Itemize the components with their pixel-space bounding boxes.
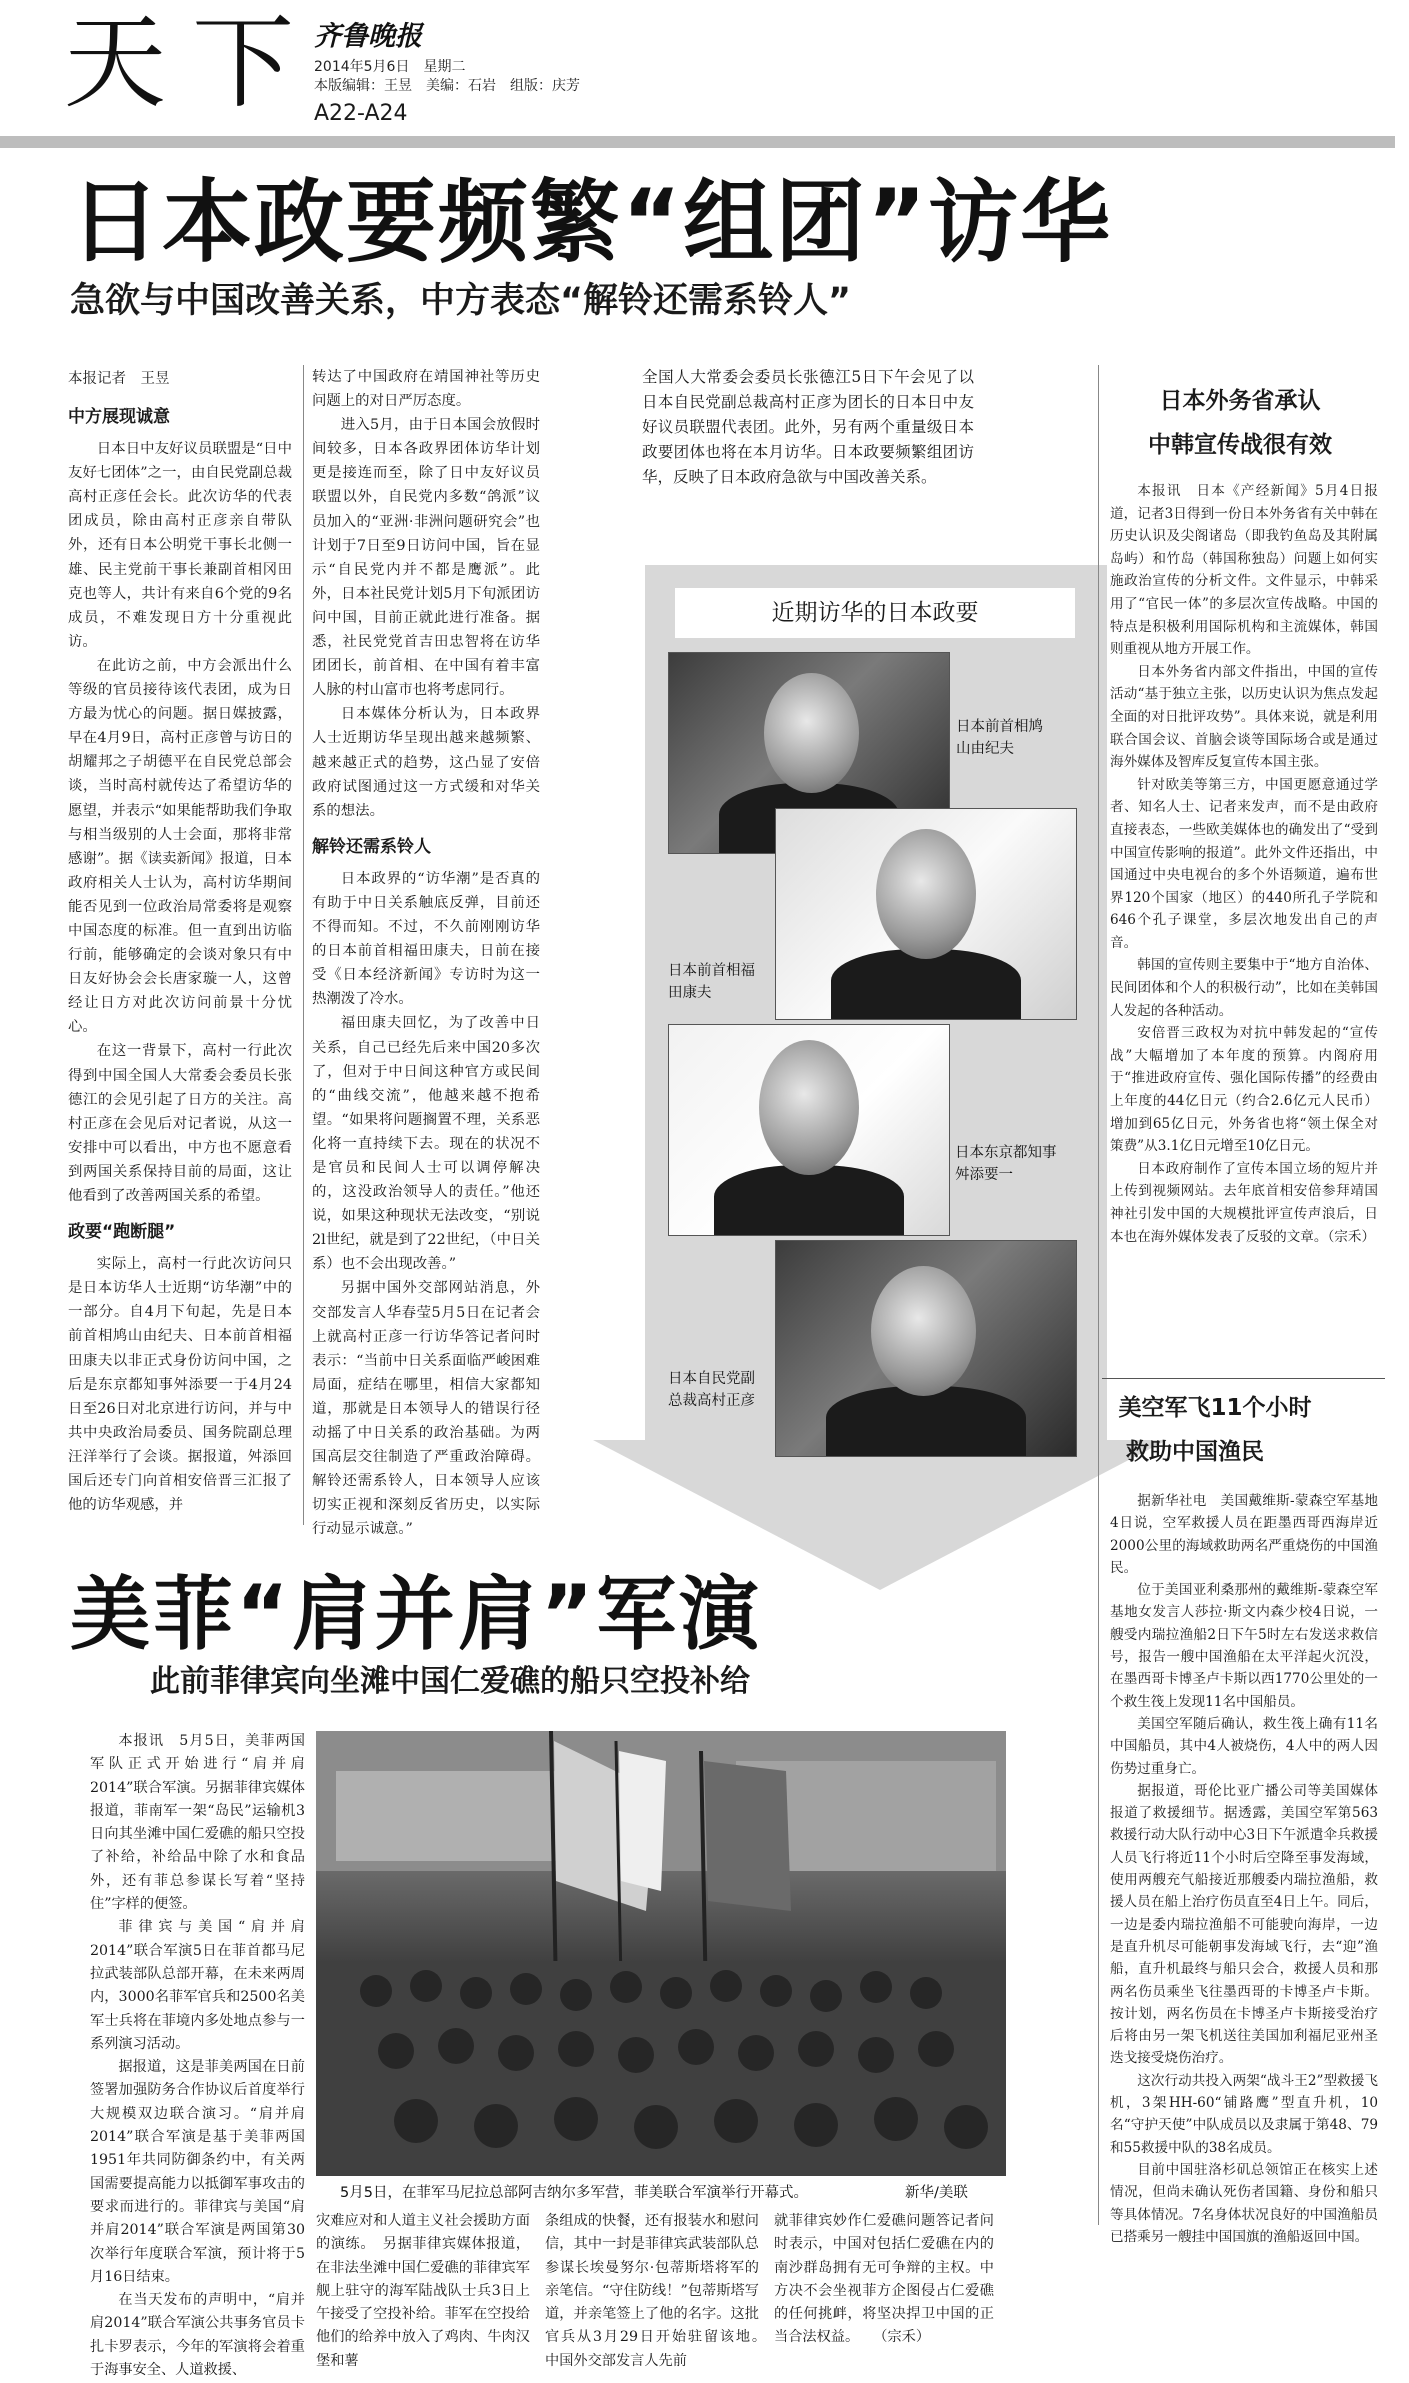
paragraph: 日本日中友好议员联盟是“日中友好七团体”之一，由自民党副总裁高村正彦任会长。此次访华的代表团成员，除由高村正彦亲自带队外，还有日本公明党干事长北侧一雄、民主党前干事长兼副首相冈田克也等人，共计有来自6个党的9名成员，不难发现日方十分重视此访。	[68, 441, 292, 650]
section-subhead: 解铃还需系铃人	[312, 836, 431, 857]
second-headline: 美菲“肩并肩”军演	[70, 1568, 763, 1661]
sidebar2-headline-line2: 救助中国渔民	[1126, 1439, 1264, 1465]
paragraph: 进入5月，由于日本国会放假时间较多，日本各政界团体访华计划更是接连而至，除了日中友好议员联盟以外，自民党内多数“鸽派”议员加入的“亚洲·非洲问题研究会”也计划于7日至9日访问中国，旨在显示“自民党内并不都是鹰派”。此外，日本社民党计划5月下旬派团访问中国，目前正就此进行准备。据悉，社民党党首吉田忠智将在访华团团长，前首相、在中国有着丰富人脉的村山富市也将考虑同行。	[312, 417, 540, 699]
paragraph: 安倍晋三政权为对抗中韩发起的“宣传战”大幅增加了本年度的预算。内阁府用于“推进政府宣传、强化国际传播”的经费由上年度的44亿日元（约合2.6亿元人民币）增加到65亿日元，外务省也将“领土保全对策费”从3.1亿日元增至10亿日元。	[1110, 1025, 1378, 1155]
photo-caption: 5月5日，在菲军马尼拉总部阿吉纳尔多军营，菲美联合军演举行开幕式。	[340, 2185, 808, 2201]
sidebar1-body	[1110, 480, 1378, 1375]
portrait-photo	[775, 808, 1077, 1020]
sidebar1-headline-line1: 日本外务省承认	[1159, 388, 1321, 414]
story1-column-1	[68, 393, 292, 1523]
second-subheadline: 此前菲律宾向坐滩中国仁爱礁的船只空投补给	[150, 1664, 750, 1699]
photo-caption: 日本东京都知事舛添要一	[955, 1145, 1057, 1183]
paragraph: 韩国的宣传则主要集中于“地方自治体、民间团体和个人的积极行动”，比如在美韩国人发起的各种活动。	[1110, 957, 1378, 1019]
paragraph: 另据中国外交部网站消息，外交部发言人华春莹5月5日在记者会上就高村正彦一行访华答记者问时表示：“当前中日关系面临严峻困难局面，症结在哪里，相信大家都知道，那就是日本领导人的错误行径动摇了中日关系的政治基础。为两国高层交往制造了严重政治障碍。解铃还需系铃人，日本领导人应该切实正视和深刻反省历史，以实际行动显示诚意。”	[312, 1280, 540, 1538]
main-subheadline: 急欲与中国改善关系，中方表态“解铃还需系铃人”	[70, 281, 852, 321]
paragraph: 在当天发布的声明中，“肩并肩2014”联合军演公共事务官员卡扎卡罗表示，今年的军演将会着重于海事安全、人道救援、	[90, 2292, 305, 2379]
story2-column-1	[90, 1730, 305, 2379]
section-title: 天下	[64, 4, 320, 123]
paragraph: 这次行动共投入两架“战斗王2”型救援飞机，3架HH-60“铺路鹰”型直升机，10名“守护天使”中队成员以及隶属于第48、79和55救援中队的38名成员。	[1110, 2072, 1378, 2156]
column-divider	[1098, 365, 1099, 2225]
sidebar-divider	[1102, 1378, 1385, 1379]
photo-caption: 日本自民党副总裁高村正彦	[668, 1371, 755, 1409]
issue-date: 2014年5月6日 星期二	[314, 59, 466, 75]
paragraph: 日本媒体分析认为，日本政界人士近期访华呈现出越来越频繁、越来越正式的趋势，这凸显了安倍政府试图通过这一方式缓和对华关系的想法。	[312, 706, 540, 819]
paragraph: 在这一背景下，高村一行此次得到中国全国人大常委会委员长张德江的会见引起了日方的关注。高村正彦在会见后对记者说，从这一安排中可以看出，中方也不愿意看到两国关系保持目前的局面，这让他看到了改善两国关系的希望。	[68, 1043, 292, 1204]
paragraph: 菲律宾与美国“肩并肩2014”联合军演5日在菲首都马尼拉武装部队总部开幕，在未来两周内，3000名菲军官兵和2500名美军士兵将在菲境内多处地点参与一系列演习活动。	[90, 1919, 305, 2052]
portrait-photo	[668, 1024, 950, 1236]
paragraph: 日本政府制作了宣传本国立场的短片并上传到视频网站。去年底首相安倍参拜靖国神社引发中国的大规模批评宣传声浪后，日本也在海外媒体发表了反驳的文章。（宗禾）	[1110, 1160, 1378, 1245]
paragraph: 针对欧美等第三方，中国更愿意通过学者、知名人士、记者来发声，而不是由政府直接表态，一些欧美媒体也的确发出了“受到中国宣传影响的报道”。此外文件还指出，中国通过中央电视台的多个外语频道，遍布世界120个国家（地区）的440所孔子学院和646个孔子课堂，多层次地发出自己的声音。	[1110, 776, 1378, 951]
ceremony-scene	[316, 1731, 1006, 2176]
story1-column-2	[312, 365, 540, 1538]
photo-caption: 日本前首相鸠山由纪夫	[956, 719, 1043, 757]
paragraph: 据新华社电 美国戴维斯-蒙森空军基地4日说，空军救援人员在距墨西哥西海岸近2000公里的海域救助两名严重烧伤的中国渔民。	[1110, 1493, 1378, 1576]
panel-title: 近期访华的日本政要	[675, 588, 1075, 638]
header-rule	[0, 136, 1395, 148]
paragraph: 在此访之前，中方会派出什么等级的官员接待该代表团，成为日方最为忧心的问题。据日媒披露，早在4月9日，高村正彦曾与访日的胡耀邦之子胡德平在自民党总部会谈，当时高村就传达了希望访华的愿望，并表示“如果能帮助我们争取与相当级别的人士会面，那将非常感谢”。据《读卖新闻》报道，日本政府相关人士认为，高村访华期间能否见到一位政治局常委将是观察中国态度的标准。但一直到出访临行前，能够确定的会谈对象只有中日友好协会会长唐家璇一人，这曾经让日方对此次访问前景十分忧心。	[68, 657, 292, 1036]
story2-column-3: 条组成的快餐，还有报装水和慰问信，其中一封是菲律宾武装部队总参谋长埃曼努尔·包蒂斯塔将军的亲笔信。“守住防线！”包蒂斯塔写道，并亲笔签上了他的名字。这批官兵从3月29日开始驻留该地。 中国外交部发言人先前	[545, 2213, 774, 2369]
story2-column-2: 灾难应对和人道主义社会援助方面的演练。 另据菲律宾媒体报道，在非法坐滩中国仁爱礁的菲律宾军舰上驻守的海军陆战队士兵3日上午接受了空投补给。菲军在空投给他们的给养中放入了鸡肉、牛肉汉堡和薯	[316, 2213, 530, 2369]
photo-credit: 新华/美联	[905, 2185, 968, 2201]
paragraph: 转达了中国政府在靖国神社等历史问题上的对日严厉态度。	[312, 369, 540, 410]
sidebar1-headline-line2: 中韩宣传战很有效	[1148, 432, 1332, 458]
photo-caption: 日本前首相福田康夫	[668, 963, 755, 1001]
page-range: A22-A24	[314, 101, 408, 126]
newspaper-masthead: 齐鲁晚报	[314, 21, 422, 52]
story2-column-4: 就菲律宾妙作仁爱礁问题答记者问时表示，中国对包括仁爱礁在内的南沙群岛拥有无可争辩的主权。中方决不会坐视菲方企图侵占仁爱礁的任何挑衅，将坚决捍卫中国的正当合法权益。 （宗禾）	[774, 2213, 994, 2346]
paragraph: 实际上，高村一行此次访问只是日本访华人士近期“访华潮”中的一部分。自4月下旬起，先是日本前首相鸠山由纪夫、日本前首相福田康夫以非正式身份访问中国，之后是东京都知事舛添要一于4月24日至26日对北京进行访问，并与中共中央政治局委员、国务院副总理汪洋举行了会谈。据报道，舛添回国后还专门向首相安倍晋三汇报了他的访华观感，并	[68, 1256, 292, 1514]
main-headline: 日本政要频繁“组团”访华	[70, 170, 1113, 275]
military-ceremony-photo	[316, 1731, 1006, 2176]
section-subhead: 政要“跑断腿”	[68, 1222, 176, 1243]
paragraph: 福田康夫回忆，为了改善中日关系，自己已经先后来中国20多次了，但对于中日间这种官方或民间的“曲线交流”，他越来越不抱希望。“如果将问题搁置不理，关系恶化将一直持续下去。现在的状况不是官员和民间人士可以调停解决的，这没政治领导人的责任。”他还说，如果这种现状无法改变，“别说2l世纪，就是到了22世纪，（中日关系）也不会出现改善。”	[312, 1015, 540, 1273]
column-divider	[303, 365, 304, 1525]
paragraph: 本报讯 5月5日，美菲两国军队正式开始进行“肩并肩2014”联合军演。另据菲律宾媒体报道，菲南军一架“岛民”运输机3日向其坐滩中国仁爱礁的船只空投了补给，补给品中除了水和食品外，还有菲总参谋长写着“坚持住”字样的便签。	[90, 1733, 305, 1913]
paragraph: 目前中国驻洛杉矶总领馆正在核实上述情况，但尚未确认死伤者国籍、身份和船只等具体情况。7名身体状况良好的中国渔船员已搭乘另一艘挂中国国旗的渔船返回中国。	[1110, 2161, 1378, 2245]
paragraph: 日本政界的“访华潮”是否真的有助于中日关系触底反弹，目前还不得而知。不过，不久前刚刚访华的日本前首相福田康夫，日前在接受《日本经济新闻》专访时为这一热潮泼了冷水。	[312, 870, 540, 1008]
editor-credits: 本版编辑：王昱 美编：石岩 组版：庆芳	[314, 78, 580, 94]
section-subhead: 中方展现诚意	[68, 407, 170, 427]
paragraph: 日本外务省内部文件指出，中国的宣传活动“基于独立主张，以历史认识为焦点发起全面的对日批评攻势”。具体来说，就是利用联合国会议、首脑会谈等国际场合或是通过海外媒体及智库反复宣传本国主张。	[1110, 663, 1378, 771]
paragraph: 位于美国亚利桑那州的戴维斯-蒙森空军基地女发言人莎拉·斯文内森少校4日说，一艘受内瑞拉渔船2日下午5时左右发送求救信号，报告一艘中国渔船在太平洋起火沉没，在墨西哥卡博圣卢卡斯以西1770公里处的一个救生筏上发现11名中国船员。	[1110, 1582, 1378, 1710]
paragraph: 美国空军随后确认，救生筏上确有11名中国船员，其中4人被烧伤，4人中的两人因伤势过重身亡。	[1110, 1715, 1378, 1777]
paragraph: 据报道，这是菲美两国在日前签署加强防务合作协议后首度举行大规模双边联合演习。“肩并肩2014”联合军演是基于美菲两国1951年共同防御条约中，有关两国需要提高能力以抵御军事攻击的要求而进行的。菲律宾与美国“肩并肩2014”联合军演是两国第30次举行年度联合军演，预计将于5月16日结束。	[90, 2059, 305, 2285]
story1-lead: 全国人大常委会委员长张德江5日下午会见了以日本自民党副总裁高村正彦为团长的日本日中友好议员联盟代表团。此外，另有两个重量级日本政要团体也将在本月访华。日本政要频繁组团访华，反映了日本政府急欲与中国改善关系。	[642, 368, 974, 486]
sidebar2-headline-line1: 美空军飞11个小时	[1118, 1395, 1312, 1421]
byline: 本报记者 王昱	[68, 371, 170, 387]
portrait-photo	[775, 1240, 1077, 1457]
sidebar2-body	[1110, 1490, 1378, 2370]
paragraph: 本报讯 日本《产经新闻》5月4日报道，记者3日得到一份日本外务省有关中韩在历史认识及尖阁诸岛（即我钓鱼岛及其附属岛屿）和竹岛（韩国称独岛）问题上如何实施政治宣传的分析文件。文件显示，中韩采用了“官民一体”的多层次宣传战略。中国的特点是积极利用国际机构和主流媒体，韩国则重视从地方开展工作。	[1110, 483, 1378, 658]
paragraph: 据报道，哥伦比亚广播公司等美国媒体报道了救援细节。据透露，美国空军第563救援行动大队行动中心3日下午派遣伞兵救援人员飞行将近11个小时后空降至事发海域，使用两艘充气船接近那艘委内瑞拉渔船，救援人员在船上治疗伤员直至4日上午。同后，一边是委内瑞拉渔船不可能驶向海岸，一边是直升机尽可能朝事发海域飞行，去“迎”渔船，直升机最终与船只会合，救援人员和那两名伤员乘坐飞往墨西哥的卡博圣卢卡斯。按计划，两名伤员在卡博圣卢卡斯接受治疗后将由另一架飞机送往美国加利福尼亚州圣迭戈接受烧伤治疗。	[1110, 1782, 1378, 2067]
